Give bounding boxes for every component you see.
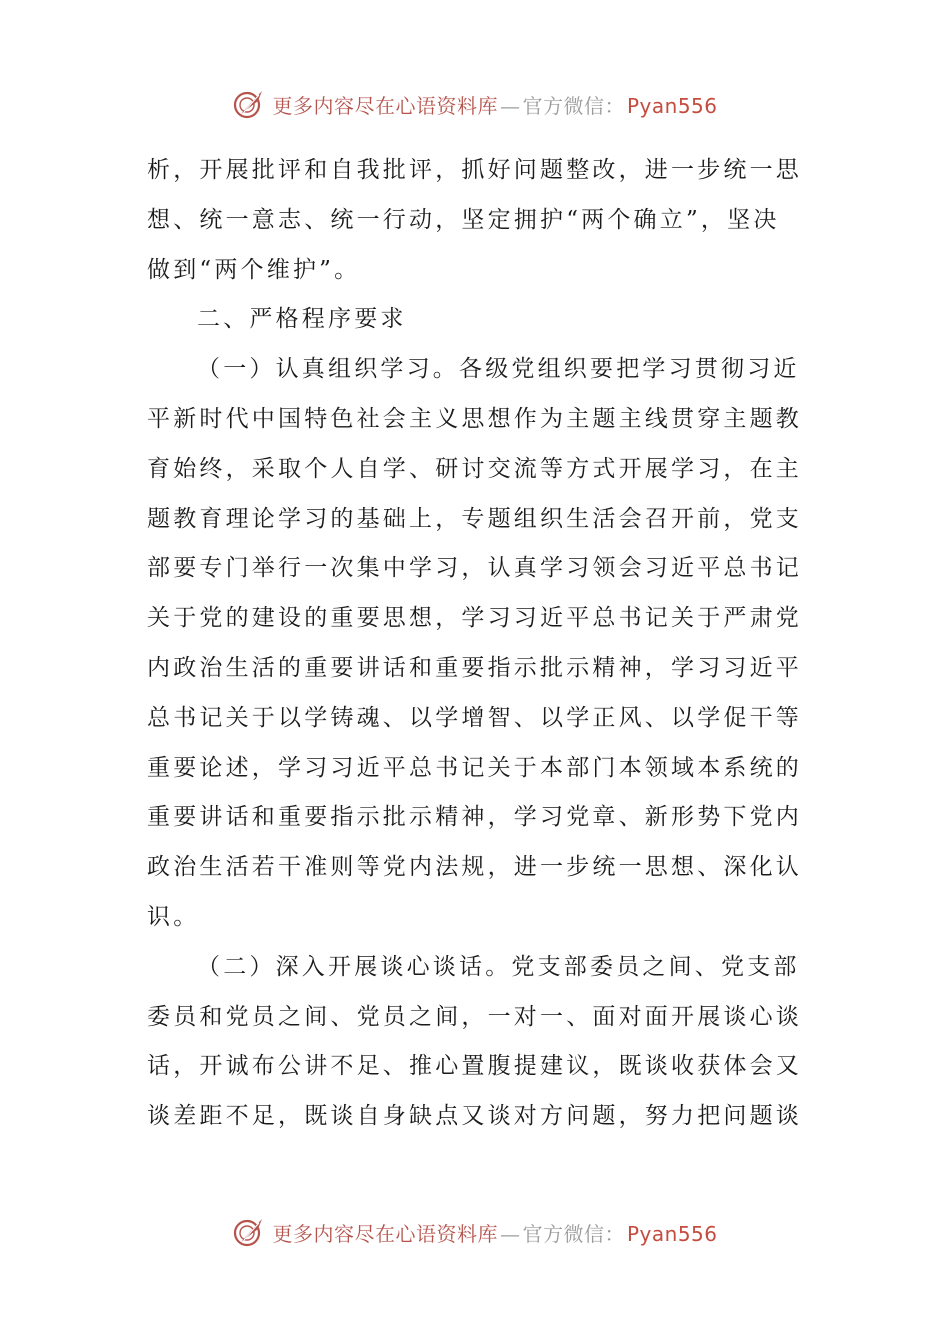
body-line: （二）深入开展谈心谈话。党支部委员之间、党支部 <box>197 953 800 980</box>
section-heading: 二、严格程序要求 <box>197 306 407 333</box>
quill-pen-logo-icon <box>232 87 266 121</box>
body-line: 政治生活若干准则等党内法规，进一步统一思想、深化认 <box>147 854 802 881</box>
watermark-header <box>0 84 950 124</box>
body-line: 话，开诚布公讲不足、推心置腹提建议，既谈收获体会又 <box>147 1053 802 1080</box>
body-line: （一）认真组织学习。各级党组织要把学习贯彻习近 <box>197 356 800 383</box>
body-line: 想、统一意志、统一行动，坚定拥护“两个确立”，坚决 <box>147 206 780 233</box>
body-line: 育始终，采取个人自学、研讨交流等方式开展学习，在主 <box>147 455 802 482</box>
body-line: 重要论述，学习习近平总书记关于本部门本领域本系统的 <box>147 754 802 781</box>
watermark-site-text: 更多内容尽在心语资料库 <box>272 93 498 118</box>
body-line: 题教育理论学习的基础上，专题组织生活会召开前，党支 <box>147 505 802 532</box>
watermark-contact-id: Pyan556 <box>626 93 718 118</box>
body-line: 平新时代中国特色社会主义思想作为主题主线贯穿主题教 <box>147 405 802 432</box>
body-line: 析，开展批评和自我批评，抓好问题整改，进一步统一思 <box>147 157 802 183</box>
body-line: 关于党的建设的重要思想，学习习近平总书记关于严肃党 <box>147 605 802 632</box>
watermark-site-text: 更多内容尽在心语资料库 <box>272 1221 498 1246</box>
watermark-contact-id: Pyan556 <box>626 1221 718 1246</box>
watermark-text <box>272 90 717 119</box>
watermark-separator: — <box>499 1221 521 1246</box>
document-body <box>147 146 802 1142</box>
watermark-text <box>272 1218 717 1247</box>
body-line: 委员和党员之间、党员之间，一对一、面对面开展谈心谈 <box>147 1003 802 1030</box>
watermark-contact-label: 官方微信： <box>522 93 625 118</box>
body-line: 重要讲话和重要指示批示精神，学习党章、新形势下党内 <box>147 804 802 831</box>
body-line: 内政治生活的重要讲话和重要指示批示精神，学习习近平 <box>147 654 802 681</box>
body-line: 识。 <box>147 903 200 930</box>
watermark-separator: — <box>499 93 521 118</box>
quill-pen-logo-icon <box>232 1215 266 1249</box>
body-line: 做到“两个维护”。 <box>147 256 361 283</box>
watermark-footer <box>0 1212 950 1252</box>
body-line: 谈差距不足，既谈自身缺点又谈对方问题，努力把问题谈 <box>147 1103 802 1130</box>
body-line: 总书记关于以学铸魂、以学增智、以学正风、以学促干等 <box>147 704 802 731</box>
watermark-contact-label: 官方微信： <box>522 1221 625 1246</box>
body-line: 部要专门举行一次集中学习，认真学习领会习近平总书记 <box>147 555 802 582</box>
